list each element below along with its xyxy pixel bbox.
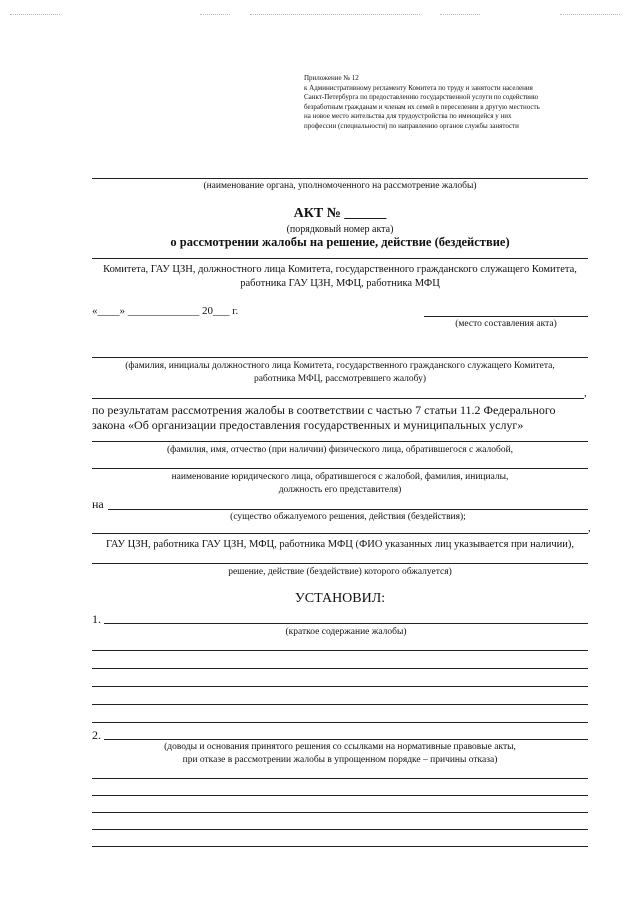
summary-text-line[interactable] (92, 686, 588, 687)
reasons-text-line[interactable] (92, 795, 588, 796)
act-number-hint: (порядковый номер акта) (286, 224, 394, 235)
annex-line: безработным гражданам и членам их семей в переселении в другую местность (304, 102, 540, 111)
scan-artifact (250, 14, 420, 15)
reasons-hint: (доводы и основания принятого решения со ссылками на нормативные правовые акты, (164, 742, 516, 752)
legal-hint: наименование юридического лица, обратившегося с жалобой, фамилия, инициалы, (171, 472, 509, 482)
place-hint: (место составления акта) (455, 319, 557, 329)
organ-line[interactable] (92, 178, 588, 179)
act-subtitle: о рассмотрении жалобы на решение, действие (бездействие) (170, 235, 510, 249)
applicant-line[interactable] (92, 441, 588, 442)
organ-hint: (наименование органа, уполномоченного на рассмотрение жалобы) (203, 181, 477, 191)
result-text: закона «Об организации предоставления государственных и муниципальных услуг» (92, 418, 524, 432)
applicant-hint: (фамилия, имя, отчество (при наличии) физического лица, обратившегося с жалобой, (166, 445, 514, 455)
item-number: 1. (92, 612, 101, 626)
legal-line[interactable] (92, 468, 588, 469)
reasons-text-line[interactable] (92, 812, 588, 813)
committee-text: работника ГАУ ЦЗН, МФЦ, работника МФЦ (240, 278, 440, 289)
subject-extra-line[interactable] (92, 533, 588, 534)
reasons-text-line[interactable] (92, 829, 588, 830)
decision-hint: решение, действие (бездействие) которого обжалуется) (228, 567, 452, 577)
place-line[interactable] (424, 316, 588, 317)
legal-hint: должность его представителя) (278, 485, 402, 495)
subject-hint: (существо обжалуемого решения, действия (бездействия); (230, 512, 466, 522)
annex-header (304, 74, 604, 132)
act-title: АКТ № ______ (293, 206, 387, 221)
reasons-text-line[interactable] (92, 846, 588, 847)
reasons-text-line[interactable] (92, 778, 588, 779)
committee-line[interactable] (92, 258, 588, 259)
scan-artifact (10, 14, 60, 15)
summary-text-line[interactable] (92, 722, 588, 723)
summary-line[interactable] (104, 623, 588, 624)
gau-text: ГАУ ЦЗН, работника ГАУ ЦЗН, МФЦ, работника МФЦ (ФИО указанных лиц указывается при наличии), (105, 539, 575, 550)
reasons-line[interactable] (104, 739, 588, 740)
summary-hint: (краткое содержание жалобы) (285, 627, 407, 637)
decision-line[interactable] (92, 563, 588, 564)
subject-line[interactable] (108, 509, 588, 510)
reviewer-hint: (фамилия, инициалы должностного лица Комитета, государственного гражданского служащего Комитета, (125, 361, 555, 371)
annex-line: на новое место жительства для трудоустройства по имеющейся у них (304, 112, 512, 121)
annex-line: к Административному регламенту Комитета по труду и занятости населения (304, 83, 533, 92)
scan-artifact (560, 14, 620, 15)
item-number: 2. (92, 728, 101, 742)
summary-text-line[interactable] (92, 650, 588, 651)
reasons-hint: при отказе в рассмотрении жалобы в упрощенном порядке – причины отказа) (182, 755, 498, 765)
comma: , (584, 387, 587, 399)
on-label: на (92, 497, 104, 511)
reviewer-line[interactable] (92, 357, 588, 358)
summary-text-line[interactable] (92, 668, 588, 669)
comma: , (588, 522, 591, 534)
result-text: по результатам рассмотрения жалобы в соответствии с частью 7 статьи 11.2 Федерального (92, 403, 556, 417)
date-field[interactable]: «____» _____________ 20___ г. (92, 305, 239, 317)
annex-line: профессии (специальности) по направлению органов службы занятости (304, 121, 519, 130)
annex-line: Приложение № 12 (304, 74, 359, 82)
scan-artifact (200, 14, 230, 15)
annex-line: Санкт-Петербурга по предоставлению государственной услуги по содействию (304, 93, 539, 102)
scan-artifact (440, 14, 480, 15)
reviewer-hint: работника МФЦ, рассмотревшего жалобу) (253, 374, 427, 384)
established-heading: УСТАНОВИЛ: (294, 591, 386, 606)
committee-text: Комитета, ГАУ ЦЗН, должностного лица Комитета, государственного гражданского служащего Комитета, (103, 264, 577, 275)
reviewer-extra-line[interactable] (92, 398, 584, 399)
summary-text-line[interactable] (92, 704, 588, 705)
